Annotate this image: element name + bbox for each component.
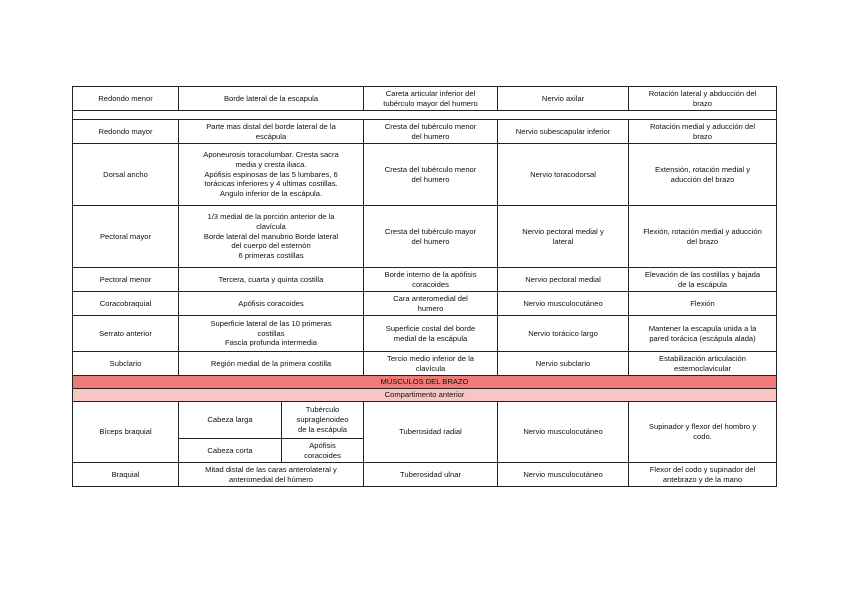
insertion-cell: Tuberosidad radial (364, 402, 498, 463)
muscle-name-cell: Bíceps braquial (73, 402, 179, 463)
origin-cell: Mitad distal de las caras anterolateral y anteromedial del húmero (179, 463, 364, 487)
origin-cell: Borde lateral de la escapula (179, 87, 364, 111)
insertion-cell: Cresta del tubérculo menor del humero (364, 144, 498, 206)
origin-cell: 1/3 medial de la porción anterior de la clavícula Borde lateral del manubrio Borde lateral del cuerpo del esternón 6 primeras costillas (179, 206, 364, 268)
muscle-name-cell: Pectoral mayor (73, 206, 179, 268)
origin-cell: Superficie lateral de las 10 primeras costillas Fascia profunda intermedia (179, 316, 364, 352)
insertion-cell: Superficie costal del borde medial de la escápula (364, 316, 498, 352)
nerve-cell: Nervio musculocutáneo (498, 402, 629, 463)
muscle-name-cell: Subclario (73, 352, 179, 376)
action-cell: Rotación lateral y abducción del brazo (629, 87, 777, 111)
table-row (73, 144, 777, 206)
nerve-cell: Nervio pectoral medial y lateral (498, 206, 629, 268)
muscle-name-cell: Redondo mayor (73, 120, 179, 144)
muscle-name-cell: Dorsal ancho (73, 144, 179, 206)
insertion-cell: Cara anteromedial del humero (364, 292, 498, 316)
insertion-cell: Tuberosidad ulnar (364, 463, 498, 487)
biceps-head2-origin: Apófisis coracoides (282, 439, 364, 463)
nerve-cell: Nervio subclario (498, 352, 629, 376)
action-cell: Flexión (629, 292, 777, 316)
biceps-head1-origin: Tubérculo supraglenoideo de la escápula (282, 402, 364, 439)
origin-cell: Aponeurosis toracolumbar. Cresta sacra media y cresta iliaca. Apófisis espinosas de las 5 lumbares, 6 torácicas inferiores y 4 ultimas costillas. Angulo inferior de la escápula. (179, 144, 364, 206)
origin-cell: Parte mas distal del borde lateral de la escápula (179, 120, 364, 144)
muscle-name-cell: Braquial (73, 463, 179, 487)
table-row (73, 87, 777, 111)
action-cell: Extensión, rotación medial y aducción del brazo (629, 144, 777, 206)
table-row (73, 206, 777, 268)
action-cell: Mantener la escapula unida a la pared torácica (escápula alada) (629, 316, 777, 352)
table-row (73, 268, 777, 292)
muscle-name-cell: Serrato anterior (73, 316, 179, 352)
muscle-name-cell: Redondo menor (73, 87, 179, 111)
origin-cell: Apófisis coracoides (179, 292, 364, 316)
nerve-cell: Nervio torácico largo (498, 316, 629, 352)
insertion-cell: Borde interno de la apófisis coracoides (364, 268, 498, 292)
subsection-header-row (73, 389, 777, 402)
action-cell: Rotación medial y aducción del brazo (629, 120, 777, 144)
insertion-cell: Cresta del tubérculo mayor del humero (364, 206, 498, 268)
nerve-cell: Nervio musculocutáneo (498, 463, 629, 487)
insertion-cell: Careta articular inferior del tubérculo mayor del humero (364, 87, 498, 111)
action-cell: Estabilización articulación esternoclavicular (629, 352, 777, 376)
table-row (73, 352, 777, 376)
section-header-row (73, 376, 777, 389)
action-cell: Flexión, rotación medial y aducción del brazo (629, 206, 777, 268)
section-title: MÚSCULOS DEL BRAZO (73, 376, 777, 389)
origin-cell: Región medial de la primera costilla (179, 352, 364, 376)
origin-cell: Tercera, cuarta y quinta costilla (179, 268, 364, 292)
nerve-cell: Nervio musculocutáneo (498, 292, 629, 316)
biceps-head2-label: Cabeza corta (179, 439, 282, 463)
action-cell: Flexor del codo y supinador del antebrazo y de la mano (629, 463, 777, 487)
muscle-table (72, 86, 777, 487)
subsection-title: Compartimento anterior (73, 389, 777, 402)
nerve-cell: Nervio toracodorsal (498, 144, 629, 206)
table-row (73, 463, 777, 487)
insertion-cell: Cresta del tubérculo menor del humero (364, 120, 498, 144)
table-row (73, 120, 777, 144)
nerve-cell: Nervio pectoral medial (498, 268, 629, 292)
spacer-cell (73, 111, 777, 120)
nerve-cell: Nervio axilar (498, 87, 629, 111)
insertion-cell: Tercio medio inferior de la clavícula (364, 352, 498, 376)
muscle-name-cell: Pectoral menor (73, 268, 179, 292)
table-row (73, 402, 777, 439)
action-cell: Elevación de las costillas y bajada de la escápula (629, 268, 777, 292)
biceps-head1-label: Cabeza larga (179, 402, 282, 439)
muscle-name-cell: Coracobraquial (73, 292, 179, 316)
action-cell: Supinador y flexor del hombro y codo. (629, 402, 777, 463)
table-row (73, 292, 777, 316)
nerve-cell: Nervio subescapular inferior (498, 120, 629, 144)
table-row (73, 316, 777, 352)
spacer-row (73, 111, 777, 120)
